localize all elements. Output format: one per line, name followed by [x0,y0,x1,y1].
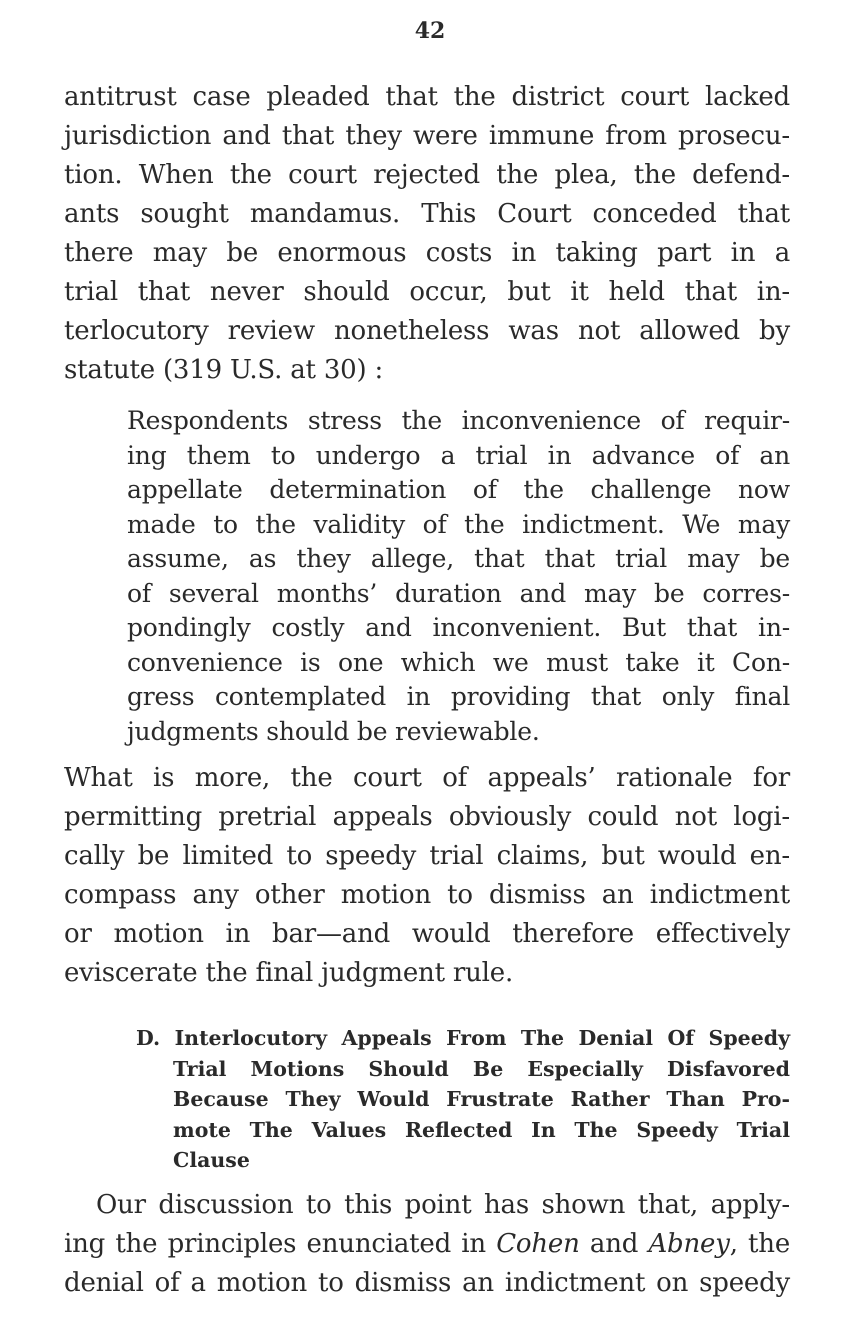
quote-line: ing them to undergo a trial in advance of an [127,440,790,470]
text-line: or motion in bar—and would therefore effectively [64,919,790,949]
block-quote [127,404,790,749]
heading-line: mote The Values Reflected In The Speedy Trial [173,1117,790,1142]
text-fragment: and [579,1229,649,1259]
text-line: compass any other motion to dismiss an indictment [64,880,790,910]
text-line: eviscerate the final judgment rule. [64,958,514,988]
quote-line: pondingly costly and inconvenient. But that in- [127,613,790,642]
text-line: trial that never should occur, but it held that in- [64,277,790,307]
heading-line: Because They Would Frustrate Rather Than Pro- [173,1087,790,1111]
quote-line: judgments should be reviewable. [127,716,540,746]
quote-line: gress contemplated in providing that only final [127,682,790,711]
case-name-cohen: Cohen [496,1229,580,1259]
text-line: What is more, the court of appeals’ rationale for [64,763,790,793]
paragraph-antitrust [64,78,790,390]
heading-line: D. Interlocutory Appeals From The Denial Of Speedy [136,1026,790,1050]
text-fragment: , the [729,1229,791,1259]
quote-line: Respondents stress the inconvenience of requir- [127,406,790,435]
page-number: 42 [414,18,446,44]
case-name-abney: Abney [648,1229,730,1259]
text-line: statute (319 U.S. at 30) : [64,355,384,385]
text-line: Our discussion to this point has shown that, apply- [96,1190,790,1220]
paragraph-what-is-more [64,759,790,993]
heading-line: Clause [173,1148,250,1172]
heading-line: Trial Motions Should Be Especially Disfavored [173,1056,790,1081]
text-line: denial of a motion to dismiss an indictment on speedy [64,1268,790,1298]
text-line-with-citations [64,1225,790,1264]
text-line: permitting pretrial appeals obviously could not logi- [64,802,790,832]
text-fragment: ing the principles enunciated in [64,1229,497,1259]
section-heading-d [136,1023,790,1176]
quote-line: made to the validity of the indictment. We may [127,509,790,539]
paragraph-our-discussion [64,1186,790,1303]
text-line: jurisdiction and that they were immune from prosecu- [64,121,790,151]
text-line: there may be enormous costs in taking part in a [64,238,790,268]
text-line: antitrust case pleaded that the district court lacked [64,82,790,112]
text-line: ants sought mandamus. This Court conceded that [64,199,790,229]
text-line: terlocutory review nonetheless was not allowed by [64,316,790,346]
quote-line: convenience is one which we must take it Con- [127,647,790,677]
quote-line: of several months’ duration and may be corres- [127,578,790,608]
text-line: cally be limited to speedy trial claims, but would en- [64,841,790,871]
quote-line: assume, as they allege, that that trial may be [127,544,790,573]
text-line: tion. When the court rejected the plea, the defend- [64,160,790,190]
quote-line: appellate determination of the challenge now [127,475,790,504]
